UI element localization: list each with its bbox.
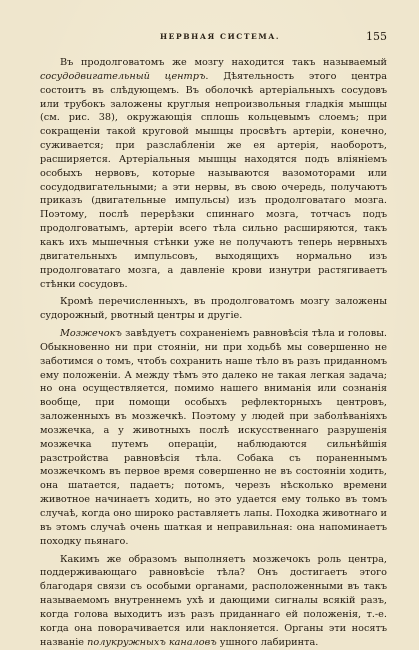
paragraph-balance-organs: [40, 553, 387, 650]
body-text: [40, 56, 387, 649]
paragraph-cerebellum: [40, 327, 387, 549]
italic-term: сосудодвигательный центръ: [40, 70, 206, 82]
text-span: завѣдуетъ сохраненіемъ равновѣсія тѣла и головы. Обыкновенно ни при стояніи, ни при ходьбѣ мы совершенно не заботимся о томъ, чтобъ сохранить наше тѣло въ разъ приданномъ ему положеніи. А между тѣмъ это далеко не такая легкая задача; но она осуществляется, помимо нашего вниманія или сознанія вообще, при помощи особыхъ рефлекторныхъ центровъ, заложенныхъ въ мозжечкѣ. Поэтому у людей при заболѣваніяхъ мозжечка, а у животныхъ послѣ искусственнаго разрушенія мозжечка путемъ операціи, наблюдаются сильнѣйшія разстройства равновѣсія тѣла. Собака съ пораненнымъ мозжечкомъ въ первое время совершенно не въ состояніи ходить, она шатается, падаетъ; потомъ, черезъ нѣсколько времени животное начинаетъ ходить, но это удается ему только въ томъ случаѣ, когда оно широко раставляетъ лапы. Походка животнаго и въ этомъ случаѣ очень шаткая и неправильная: она напоминаетъ походку пьянаго.: [40, 328, 387, 547]
paragraph-other-centers: [40, 295, 387, 323]
page-number: 155: [366, 30, 387, 43]
text-span: . Дѣятельность этого центра состоитъ въ слѣдующемъ. Въ оболочкѣ артеріальныхъ сосудовъ или трубокъ заложены круглыя непроизвольныя гладкія мышцы (см. рис. 38), окружающія сплошь кольцевымъ слоемъ; при сокращеніи такой круговой мышцы просвѣтъ артеріи, конечно, суживается; при разслабленіи же ея артерія, наоборотъ, расширяется. Артеріальныя мышцы находятся подъ вліяніемъ особыхъ нервовъ, которые называются вазомоторами или сосудодвигательными; а эти нервы, въ свою очередь, получаютъ приказъ (двигательные импульсы) изъ продолговатаго мозга. Поэтому, послѣ перерѣзки спиннаго мозга, тотчасъ подъ продолговатымъ, артеріи всего тѣла сильно расширяются, такъ какъ ихъ мышечныя стѣнки уже не получаютъ теперь нервныхъ двигательныхъ импульсовъ, выходящихъ нормально изъ продолговатаго мозга, а давленіе крови изнутри растягиваетъ стѣнки сосудовъ.: [40, 70, 387, 290]
running-head: [40, 30, 387, 46]
paragraph-vasomotor-center: [40, 56, 387, 291]
text-span: Какимъ же образомъ выполняетъ мозжечокъ роль центра, поддерживающаго равновѣсіе тѣла? Онъ достигаетъ этого благодаря связи съ особыми органами, расположенными въ такъ называемомъ внутреннемъ ухѣ и дающими сигналы всякій разъ, когда голова выходитъ изъ разъ приданнаго ей положенія, т.-е. когда она поворачивается или наклоняется. Органы эти носятъ названіе: [40, 553, 387, 648]
text-span: Въ продолговатомъ же мозгу находится такъ называемый: [60, 57, 387, 68]
text-span: ушного лабиринта.: [216, 636, 319, 648]
italic-term: Мозжечокъ: [60, 328, 122, 340]
running-title: НЕРВНАЯ СИСТЕМА.: [160, 32, 281, 41]
text-span: Кромѣ перечисленныхъ, въ продолговатомъ мозгу заложены судорожный, рвотный центры и другіе.: [40, 296, 387, 322]
italic-term: полукружныхъ каналовъ: [87, 636, 217, 648]
